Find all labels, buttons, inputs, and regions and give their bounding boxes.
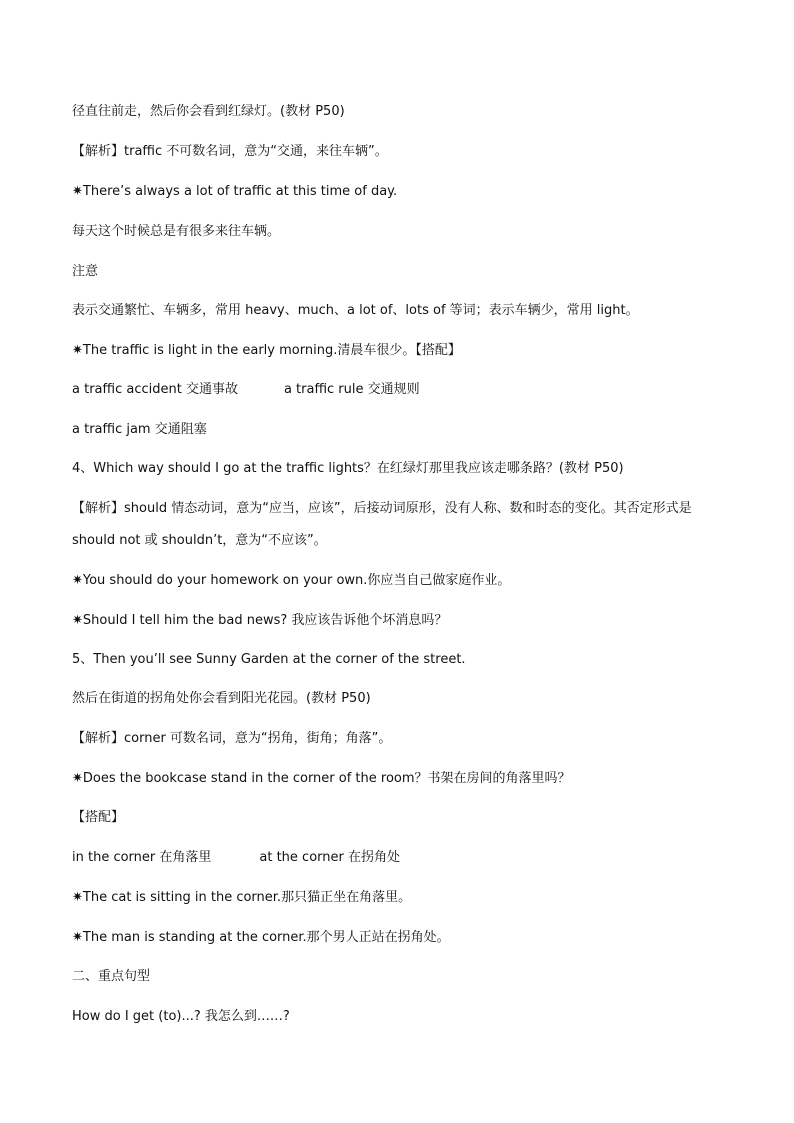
note-heading: 注意 (72, 264, 99, 279)
example-sentence: ✷Should I tell him the bad news? 我应该告诉他个坏消息吗？ (72, 613, 448, 628)
collocation-line (72, 849, 754, 867)
text-line: 径直往前走，然后你会看到红绿灯。(教材 P50) (72, 104, 345, 119)
collocation-item: a traffic rule 交通规则 (283, 382, 420, 397)
text-line: should not 或 shouldn’t，意为“不应该”。 (72, 533, 327, 548)
example-sentence: ✷The man is standing at the corner.那个男人正站在拐角处。 (72, 930, 450, 945)
text-line: 表示交通繁忙、车辆多，常用 heavy、much、a lot of、lots of 等词；表示车辆少，常用 light。 (72, 303, 639, 318)
example-sentence: ✷The traffic is light in the early morning.清晨车很少。【搭配】 (72, 343, 461, 358)
collocation-item: at the corner 在拐角处 (259, 850, 400, 865)
example-sentence: ✷You should do your homework on your own.你应当自己做家庭作业。 (72, 573, 511, 588)
numbered-sentence: 5、Then you’ll see Sunny Garden at the corner of the street. (72, 652, 466, 667)
collocation-item: a traffic accident 交通事故 (72, 382, 238, 397)
key-sentence: How do I get (to)...? 我怎么到……? (72, 1009, 290, 1024)
section-heading: 二、重点句型 (72, 969, 151, 984)
collocation-line: a traffic jam 交通阻塞 (72, 422, 207, 437)
example-sentence: ✷Does the bookcase stand in the corner of the room？书架在房间的角落里吗？ (72, 771, 571, 786)
text-line: 每天这个时候总是有很多来往车辆。 (72, 224, 281, 239)
example-sentence: ✷The cat is sitting in the corner.那只猫正坐在角落里。 (72, 890, 412, 905)
text-line: 【解析】should 情态动词，意为“应当，应该”，后接动词原形，没有人称、数和时态的变化。其否定形式是 (72, 501, 692, 516)
collocation-line (72, 381, 754, 399)
example-sentence: ✷There’s always a lot of traffic at this time of day. (72, 184, 398, 199)
text-line: 【解析】traffic 不可数名词，意为“交通，来往车辆”。 (72, 144, 388, 159)
text-line: 然后在街道的拐角处你会看到阳光花园。(教材 P50) (72, 691, 371, 706)
collocation-item: in the corner 在角落里 (72, 850, 212, 865)
collocation-heading: 【搭配】 (72, 810, 125, 825)
text-line: 【解析】corner 可数名词，意为“拐角，街角；角落”。 (72, 731, 392, 746)
numbered-sentence: 4、Which way should I go at the traffic lights？在红绿灯那里我应该走哪条路？(教材 P50) (72, 461, 624, 476)
